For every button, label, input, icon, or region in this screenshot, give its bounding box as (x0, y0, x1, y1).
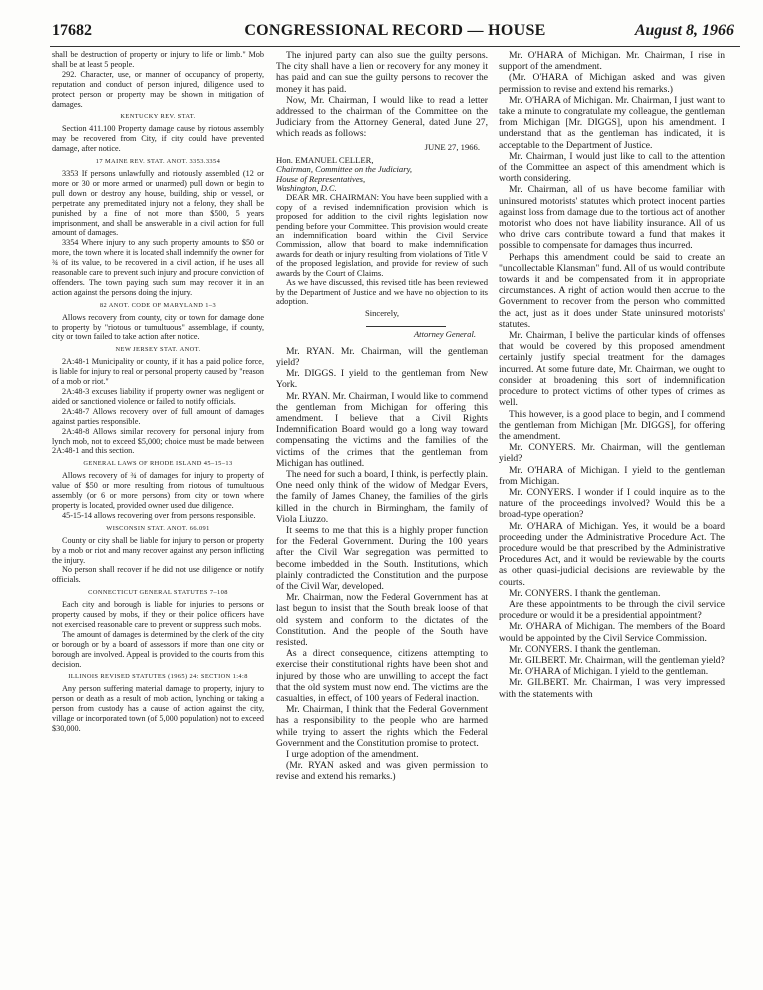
statute-heading: NEW JERSEY STAT. ANOT. (115, 346, 201, 354)
paragraph: Section 411.100 Property damage cause by riotous assembly may be recovered from City, if city could have prevented damage, after notice. (52, 124, 264, 154)
paragraph: Any person suffering material damage to property, injury to person or death as a result of mob action, lynching or taking a person from custody has a cause of action against the city, village or incorporated town (of 5,000 population) not to exceed $30,000. (52, 684, 264, 733)
issue-date: August 8, 1966 (634, 22, 734, 39)
paragraph: Mr. GILBERT. Mr. Chairman, I was very impressed with the statements with (499, 677, 725, 700)
paragraph: Mr. Chairman, now the Federal Government has at last begun to insist that the South break loose of that old system and conform to the dictates of the Constitution. And the people of the South have resisted. (276, 592, 488, 649)
letter-address: Hon. EMANUEL CELLER, (276, 154, 374, 165)
paragraph: Mr. O'HARA of Michigan. Yes, it would be a board proceeding under the Administrative Procedure Act. The procedure would be that prescribed by the Administrative Procedures Act, and it would be reviewable by the courts as other quasi-judicial decisions are reviewable by the courts. (499, 520, 725, 588)
letter-address: Chairman, Committee on the Judiciary, (276, 164, 413, 175)
paragraph: 2A:48-8 Allows similar recovery for personal injury from lynch mob, not to exceed $5,000; choice must be made between 2A:48-1 and this section. (52, 426, 264, 456)
paragraph: The amount of damages is determined by the clerk of the city or borough or by a board of assessors if more than one city or borough are involved. Appeal is provided to the courts from this decision. (52, 629, 264, 669)
paragraph: Mr. CONYERS. Mr. Chairman, will the gentleman yield? (499, 442, 725, 465)
paragraph: Perhaps this amendment could be said to create an "uncollectable Klansman" fund. All of us would contribute towards it and be compensated from it in appropriate circumstances. A right of action would then accrue to the Government to recover from the person who committed the act, just as it does under State uninsured motorists' statutes. (499, 251, 725, 330)
paragraph: Mr. O'HARA of Michigan. Mr. Chairman, I just want to take a minute to congratulate my colleague, the gentleman from Michigan [Mr. DIGGS], upon his amendment. I understand that as the gentleman has indicated, it is acceptable to the Department of Justice. (499, 94, 725, 151)
paragraph: Allows recovery of ¾ of damages for injury to property of value of $50 or more resulting from riotous of tumultuous assembly (or 6 or more persons) from city or town where property is located, provided owner used due diligence. (52, 471, 264, 510)
statute-heading: ILLINOIS REVISED STATUTES (1965) 24: SECTION 1:4:8 (68, 673, 248, 681)
statute-heading: 82 ANOT. CODE OF MARYLAND 1–3 (99, 301, 217, 309)
signature-rule (366, 326, 446, 327)
paragraph: shall be destruction of property or injury to life or limb." Mob shall be at least 5 people. (52, 50, 264, 69)
paragraph: Mr. CONYERS. I wonder if I could inquire as to the nature of the proceedings involved? Would this be a broad-type operation? (499, 486, 725, 521)
statute-heading: GENERAL LAWS OF RHODE ISLAND 45–15–13 (83, 460, 233, 468)
paragraph: Now, Mr. Chairman, I would like to read a letter addressed to the chairman of the Committee on the Judiciary from the Attorney General, dated June 27, which reads as follows: (276, 94, 488, 140)
paragraph: Mr. RYAN. Mr. Chairman, I would like to commend the gentleman from Michigan for offering this amendment. I believe that a Civil Rights Indemnification Board would go a long way toward compensating the victims and the families of the victims of the crimes that the gentleman from Michigan has outlined. (276, 390, 488, 469)
paragraph: Mr. Chairman, I would just like to call to the attention of the Committee an aspect of this amendment which is worth considering. (499, 150, 725, 185)
paragraph: Mr. O'HARA of Michigan. I yield to the gentleman from Michigan. (499, 464, 725, 487)
publication-title: CONGRESSIONAL RECORD — HOUSE (244, 22, 546, 39)
paragraph: Mr. RYAN. Mr. Chairman, will the gentleman yield? (276, 345, 488, 368)
letter-date: JUNE 27, 1966. (424, 141, 480, 152)
paragraph: (Mr. O'HARA of Michigan asked and was given permission to revise and extend his remarks.) (499, 72, 725, 95)
paragraph: Mr. CONYERS. I thank the gentleman. (509, 587, 661, 599)
letter-paragraph: DEAR MR. CHAIRMAN: You have been supplied with a copy of a revised indemnification provision which is proposed for addition to the civil rights legislation now pending before your Committee. This provision would create an indemnification board within the Civil Service Commission, allow that board to make indemnification awards for death or injury resulting from violations of Title V of the proposed legislation, and provide for review of such awards by the Court of Claims. (276, 192, 488, 278)
column-3 (499, 50, 725, 700)
paragraph: Mr. Chairman, I belive the particular kinds of offenses that would be covered by this proposed amendment certainly justify special treatment for the damages incurred. At some future date, Mr. Chairman, we ought to consider at broadening this sort of indemnification procedure to protect victims of other types of crimes as well. (499, 330, 725, 409)
paragraph: Mr. CONYERS. I thank the gentleman. (509, 643, 661, 655)
paragraph: No person shall recover if he did not use diligence or notify officials. (52, 565, 264, 585)
paragraph: Allows recovery from county, city or town for damage done to property by "riotous or tumultuous" assemblage, if county, city or town failed to take action after notice. (52, 312, 264, 342)
paragraph: It seems to me that this is a highly proper function for the Federal Government. During the 100 years after the Civil War segregation was permitted to become imbedded in the South. Institutions, which plainly contradicted the Constitution and the purpose of the Civil War, developed. (276, 524, 488, 592)
signatory-title: Attorney General. (413, 328, 476, 339)
paragraph: Mr. O'HARA of Michigan. I yield to the gentleman. (509, 666, 709, 678)
letter-closing: Sincerely, (364, 308, 400, 319)
paragraph: I urge adoption of the amendment. (286, 749, 419, 761)
column-1 (52, 50, 264, 734)
paragraph: Mr. Chairman, I think that the Federal Government has a responsibility to the people who are harmed while trying to assert the rights which the Federal Government and the Constitution promise to protect. (276, 704, 488, 749)
paragraph: 2A:48-1 Municipality or county, if it has a paid police force, is liable for injury to real or personal property caused by "reason of a mob or riot." (52, 357, 264, 387)
paragraph: 3353 If persons unlawfully and riotously assembled (12 or more or 30 or more armed or unarmed) pull down or begin to pull down or destroy any house, building, ship or vessel, or perpetrate any premeditated injury not a felony, they shall be punished by a fine of not more than $500, 5 years imprisonment, and shall be answerable in a civil action for full amount of damages. (52, 168, 264, 238)
column-2 (276, 50, 488, 783)
statute-heading: 17 MAINE REV. STAT. ANOT. 3353.3354 (95, 158, 221, 166)
page-number: 17682 (52, 22, 92, 39)
paragraph: This however, is a good place to begin, and I commend the gentleman from Michigan [Mr. DIGGS], for offering the amendment. (499, 408, 725, 442)
statute-heading: CONNECTICUT GENERAL STATUTES 7–108 (88, 589, 228, 597)
page-header (50, 20, 740, 47)
letter-address: House of Representatives, (276, 173, 366, 184)
letter-paragraph: As we have discussed, this revised title has been reviewed by the Department of Justice and we have no objection to its adoption. (276, 277, 488, 306)
paragraph: As a direct consequence, citizens attempting to exercise their constitutional rights have been shot and injured by those who are unwilling to accept the fact that the old system must now end. The victims are the casualties, in effect, of 100 years of Federal inaction. (276, 648, 488, 705)
paragraph: 45-15-14 allows recovering over from persons responsible. (62, 510, 256, 520)
paragraph: The injured party can also sue the guilty persons. The city shall have a lien or recovery for any money it has paid and can sue the guilty persons to recover the money it has paid. (276, 50, 488, 95)
paragraph: Mr. O'HARA of Michigan. Mr. Chairman, I rise in support of the amendment. (499, 50, 725, 73)
paragraph: 3354 Where injury to any such property amounts to $50 or more, the town where it is located shall indemnify the owner for ¾ of its value, to be recovered in a civil action, if he uses all reasonable care to prevent such injury and procure conviction of offenders. The town paying such sum may recover it in an action against the persons doing the injury. (52, 238, 264, 297)
paragraph: County or city shall be liable for injury to person or property by a mob or riot and many recover against any person inflicting the injury. (52, 535, 264, 565)
paragraph: Mr. O'HARA of Michigan. The members of the Board would be appointed by the Civil Service Commission. (499, 621, 725, 644)
paragraph: Mr. Chairman, all of us have become familiar with uninsured motorists' statutes which protect inocent parties against loss from damage due to the tortious act of another motorist who does not have liability insurance. All of us who drive cars contribute toward a fund that makes it possible to compensate for damages thus incurred. (499, 184, 725, 252)
statute-heading: KENTUCKY REV. STAT. (120, 113, 196, 121)
paragraph: Are these appointments to be through the civil service procedure or would it be a presidential appointment? (499, 598, 725, 622)
letter-address: Washington, D.C. (276, 183, 337, 194)
paragraph: Each city and borough is liable for injuries to persons or property caused by mobs, if they or their police officers have not exercised reasonable care to prevent or suppress such mobs. (52, 600, 264, 629)
statute-heading: WISCONSIN STAT. ANOT. 66.091 (106, 524, 210, 532)
paragraph: Mr. GILBERT. Mr. Chairman, will the gentleman yield? (509, 654, 725, 666)
paragraph: (Mr. RYAN asked and was given permission to revise and extend his remarks.) (276, 760, 488, 783)
paragraph: The need for such a board, I think, is perfectly plain. One need only think of the widow of Medgar Evers, the family of James Chaney, the families of the girls killed in the church in Birmingham, the family of Viola Liuzzo. (276, 468, 488, 525)
paragraph: 2A:48-3 excuses liability if property owner was negligent or aided or sanctioned violence or failed to notify officials. (52, 387, 264, 406)
paragraph: 2A:48-7 Allows recovery over of full amount of damages against parties responsible. (52, 406, 264, 426)
paragraph: Mr. DIGGS. I yield to the gentleman from New York. (276, 368, 488, 391)
paragraph: 292. Character, use, or manner of occupancy of property, reputation and conduct of person injured, diligence used to protect person or property may be shown in mitigation of damages. (52, 69, 264, 109)
